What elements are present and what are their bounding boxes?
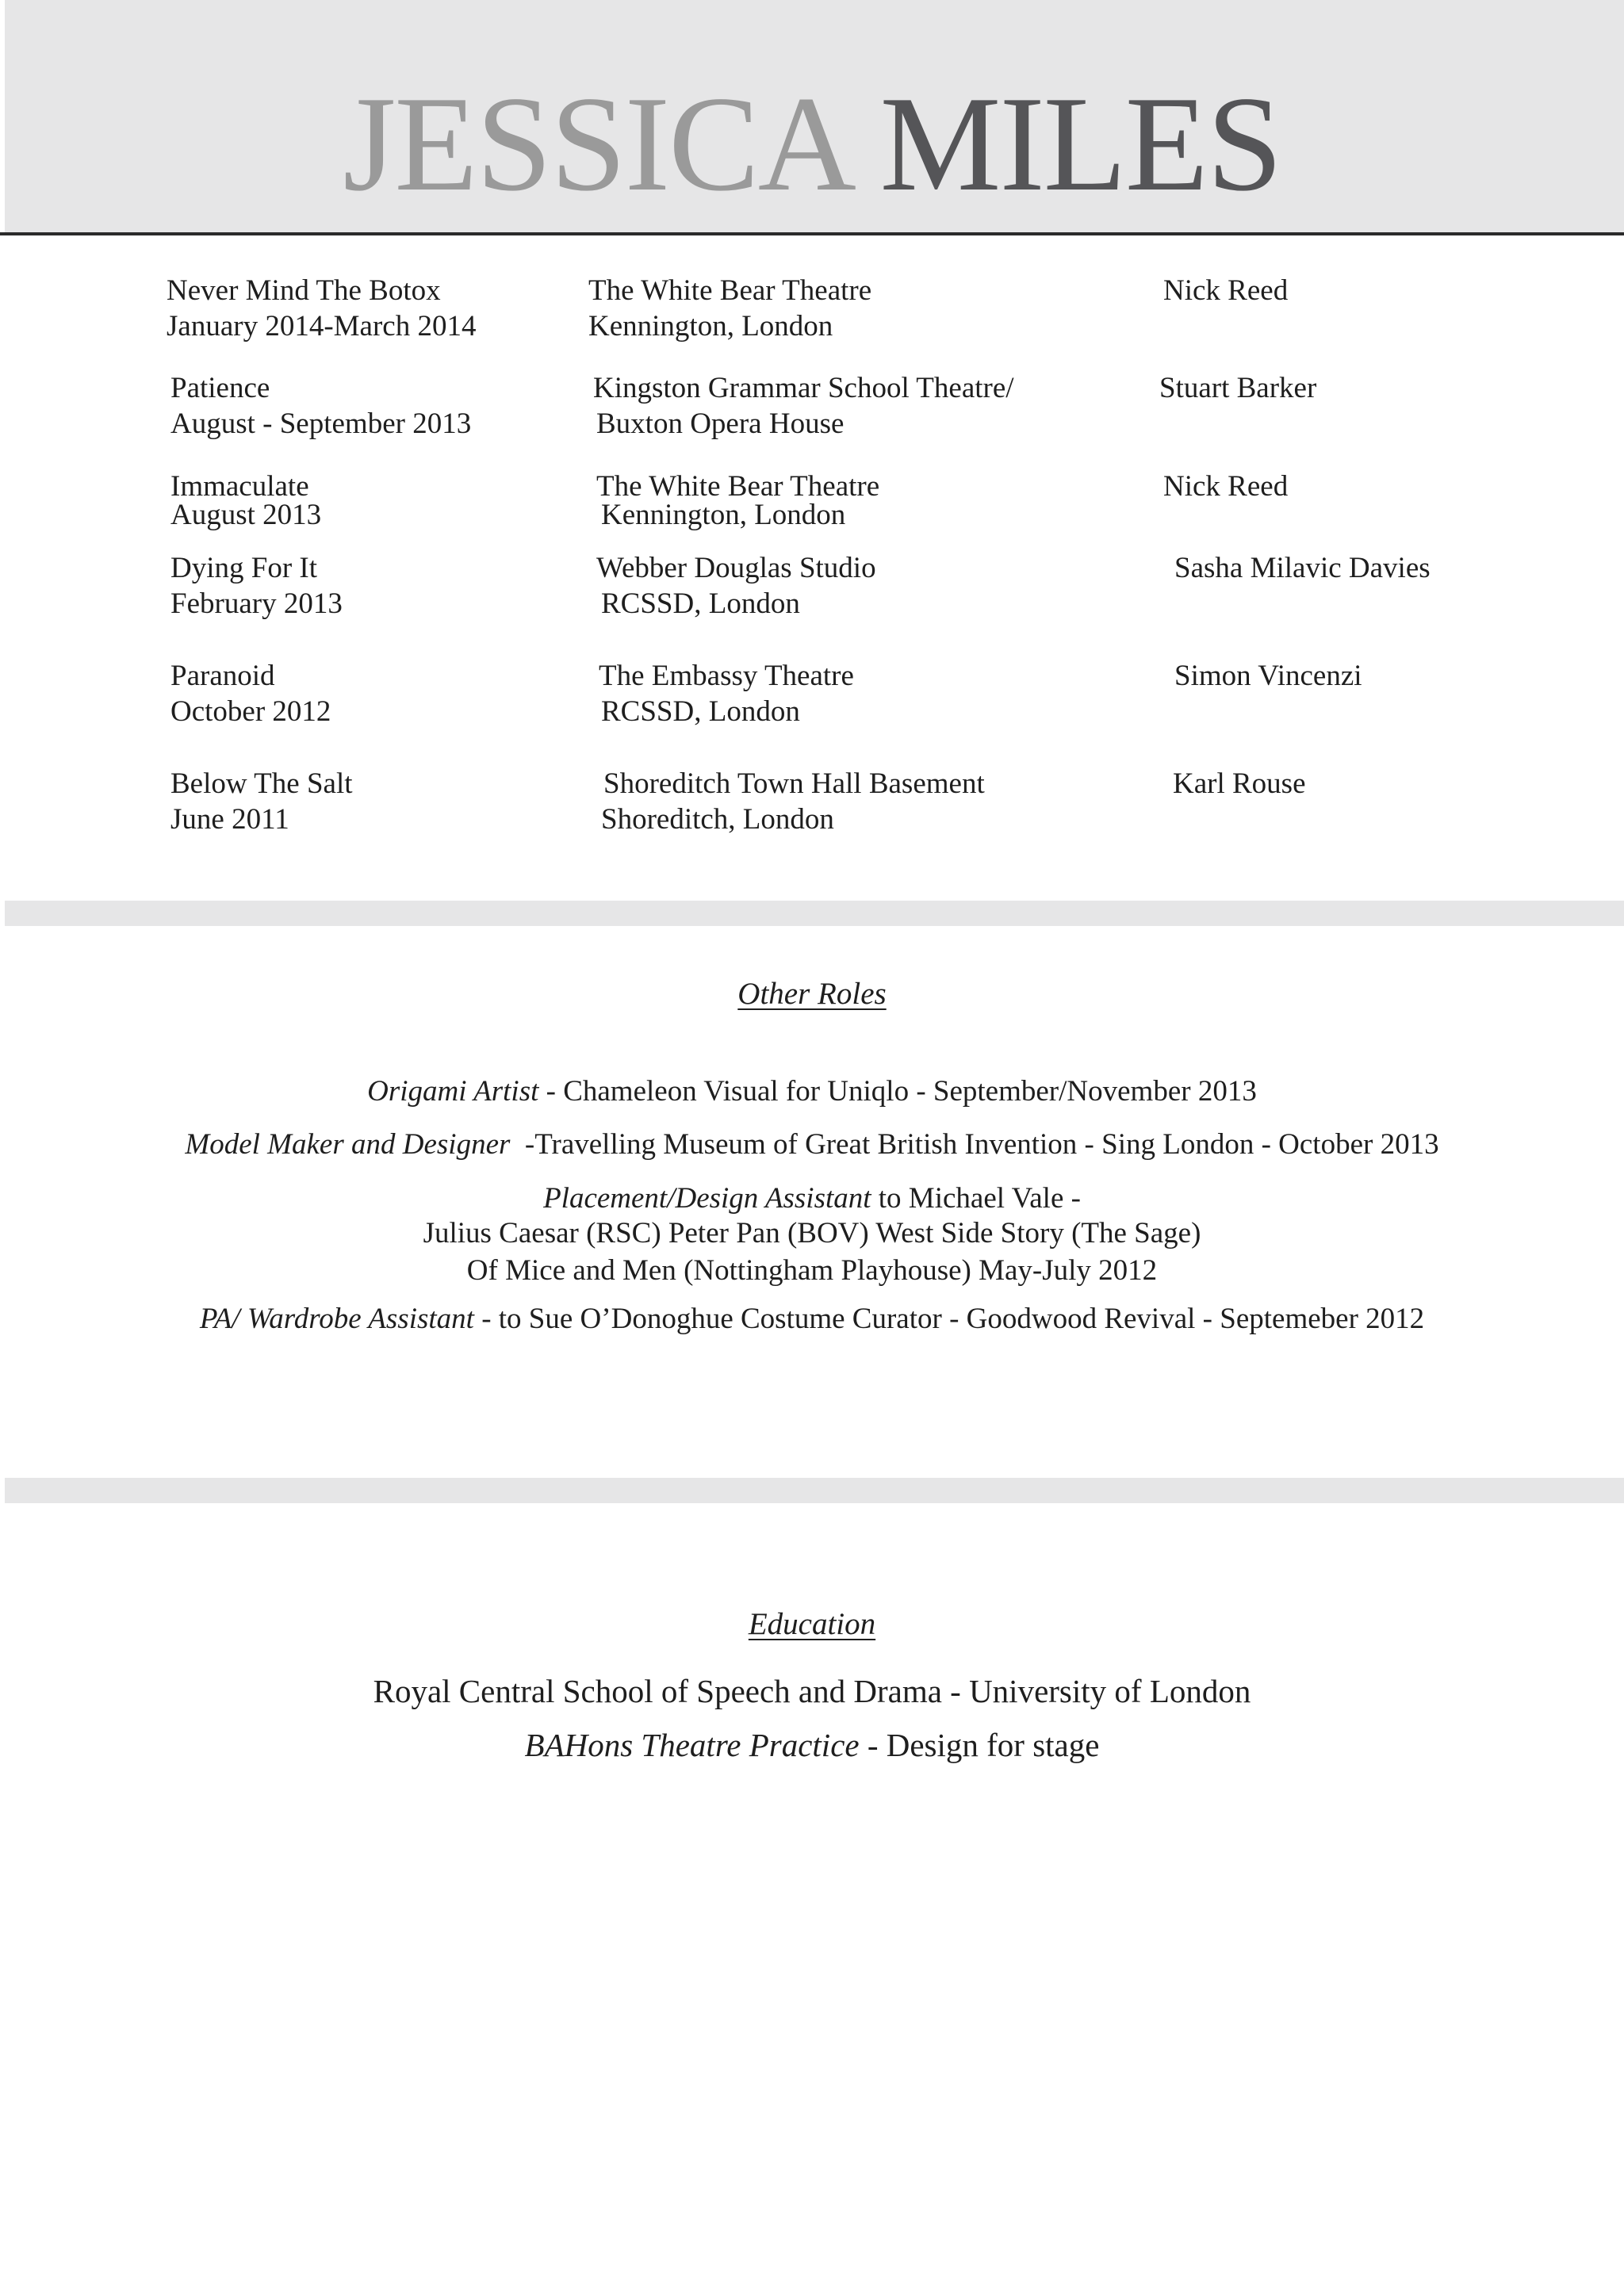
role-detail: - to Sue O’Donoghue Costume Curator - Goodwood Revival - Septemeber 2012: [473, 1303, 1425, 1335]
other-roles-heading: Other Roles: [737, 977, 887, 1011]
header-rule: [0, 232, 1624, 235]
credit-title: Paranoid: [170, 660, 275, 692]
credit-venue: Shoreditch Town Hall Basement: [603, 767, 985, 800]
role-title: Model Maker and Designer: [185, 1128, 511, 1161]
credit-venue: The Embassy Theatre: [599, 660, 854, 692]
education-degree-line: [0, 1725, 1624, 1765]
credit-director: Simon Vincenzi: [1174, 660, 1362, 692]
credit-date: August - September 2013: [170, 408, 472, 440]
first-name: JESSICA: [343, 69, 848, 220]
credit-location: Shoreditch, London: [601, 803, 834, 836]
credit-title: Dying For It: [170, 552, 317, 584]
degree-title: BAHons Theatre Practice: [524, 1727, 860, 1763]
credit-location: Buxton Opera House: [596, 408, 845, 440]
role-item: [0, 1301, 1624, 1337]
role-title: PA/ Wardrobe Assistant: [199, 1303, 474, 1335]
education-school: Royal Central School of Speech and Drama - University of London: [373, 1673, 1251, 1709]
credit-title: Patience: [170, 372, 270, 404]
credit-location: RCSSD, London: [601, 587, 800, 620]
role-item: [0, 1073, 1624, 1110]
credit-director: Karl Rouse: [1173, 767, 1306, 800]
credit-date: October 2012: [170, 695, 331, 728]
credit-venue: The White Bear Theatre: [596, 470, 880, 503]
credit-venue: Kingston Grammar School Theatre/: [593, 372, 1014, 404]
role-detail-line: Of Mice and Men (Nottingham Playhouse) May-July 2012: [466, 1254, 1158, 1287]
page-title: [0, 65, 1624, 224]
credit-title: Never Mind The Botox: [167, 274, 441, 307]
credit-director: Stuart Barker: [1159, 372, 1317, 404]
credit-location: RCSSD, London: [601, 695, 800, 728]
role-item: [0, 1127, 1624, 1163]
credit-date: February 2013: [170, 587, 343, 620]
role-title: Origami Artist: [367, 1075, 539, 1108]
credit-venue: The White Bear Theatre: [588, 274, 872, 307]
credit-location: Kennington, London: [588, 310, 833, 342]
role-detail-line: Julius Caesar (RSC) Peter Pan (BOV) West Side Story (The Sage): [423, 1217, 1201, 1249]
credit-date: August 2013: [170, 499, 322, 531]
role-detail: - Chameleon Visual for Uniqlo - September/November 2013: [538, 1075, 1257, 1108]
credit-date: June 2011: [170, 803, 289, 836]
credit-director: Nick Reed: [1163, 470, 1289, 503]
education-heading: Education: [748, 1607, 876, 1641]
credit-venue: Webber Douglas Studio: [596, 552, 876, 584]
credit-location: Kennington, London: [601, 499, 846, 531]
credit-title: Immaculate: [170, 470, 309, 503]
section-divider: [5, 901, 1624, 926]
degree-course: - Design for stage: [859, 1727, 1100, 1763]
role-item: [0, 1181, 1624, 1217]
section-divider: [5, 1478, 1624, 1503]
credit-date: January 2014-March 2014: [167, 310, 477, 342]
role-detail: -Travelling Museum of Great British Invention - Sing London - October 2013: [510, 1128, 1439, 1161]
role-detail: to Michael Vale -: [871, 1182, 1081, 1215]
last-name: MILES: [879, 69, 1281, 220]
role-title: Placement/Design Assistant: [543, 1182, 871, 1215]
credit-director: Nick Reed: [1163, 274, 1289, 307]
credit-director: Sasha Milavic Davies: [1174, 552, 1431, 584]
credit-title: Below The Salt: [170, 767, 353, 800]
